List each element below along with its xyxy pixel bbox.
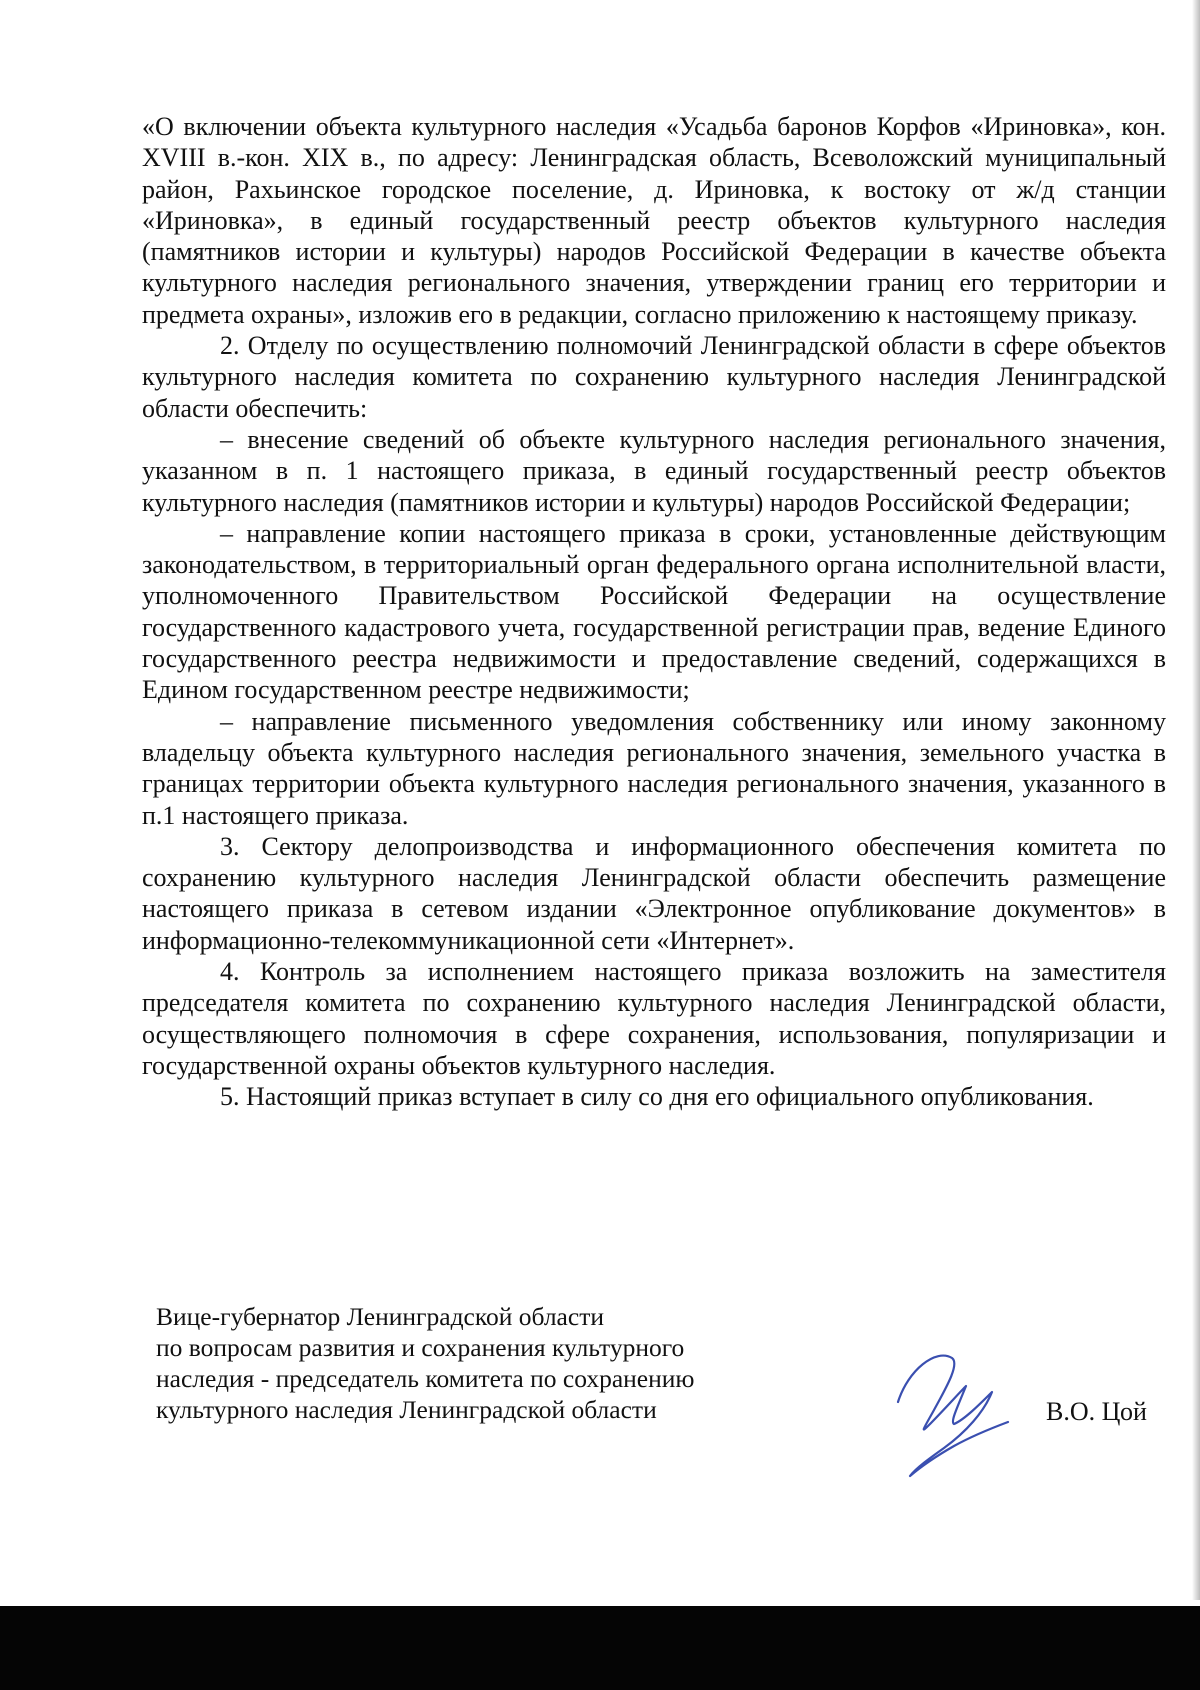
position-line: по вопросам развития и сохранения культурного — [156, 1333, 685, 1362]
scan-edge-shadow — [1192, 0, 1200, 1600]
paragraph-2-item-2: – направление копии настоящего приказа в сроки, установленные действующим законодательством, в территориальный орган федерального органа исполнительной власти, уполномоченного Правительством Российской Федерации на осуществление государственного кадастрового учета, государственной регистрации прав, ведение Единого государственного реестра недвижимости и предоставление сведений, содержащихся в Едином государственном реестре недвижимости; — [142, 518, 1166, 705]
signatory-name: В.О. Цой — [1046, 1397, 1147, 1426]
paragraph-2: 2. Отделу по осуществлению полномочий Ленинградской области в сфере объектов культурного наследия комитета по сохранению культурного наследия Ленинградской области обеспечить: — [142, 331, 1166, 423]
signatory-position — [156, 1301, 776, 1425]
paragraph-4: 4. Контроль за исполнением настоящего приказа возложить на заместителя председателя комитета по сохранению культурного наследия Ленинградской области, осуществляющего полномочия в сфере сохранения, использования, популяризации и государственной охраны объектов культурного наследия. — [142, 957, 1166, 1080]
paragraph-5: 5. Настоящий приказ вступает в силу со дня его официального опубликования. — [220, 1082, 1094, 1112]
paragraph-2-item-3: – направление письменного уведомления собственнику или иному законному владельцу объекта культурного наследия регионального значения, земельного участка в границах территории объекта культурного наследия регионального значения, указанного в п.1 настоящего приказа. — [142, 706, 1166, 830]
position-line: Вице-губернатор Ленинградской области — [156, 1302, 604, 1331]
paragraph-2-item-1: – внесение сведений об объекте культурного наследия регионального значения, указанном в п. 1 настоящего приказа, в единый государственный реестр объектов культурного наследия (памятников истории и культуры) народов Российской Федерации; — [142, 424, 1166, 517]
paragraph-3: 3. Сектору делопроизводства и информационного обеспечения комитета по сохранению культурного наследия Ленинградской области обеспечить размещение настоящего приказа в сетевом издании «Электронное опубликование документов» в информационно-телекоммуникационной сети «Интернет». — [142, 831, 1166, 955]
position-line: наследия - председатель комитета по сохранению — [156, 1364, 695, 1393]
document-body — [142, 111, 1166, 1113]
position-line: культурного наследия Ленинградской области — [156, 1395, 657, 1424]
handwritten-signature — [880, 1330, 1020, 1480]
scan-bottom-border — [0, 1606, 1200, 1690]
paragraph-1-continuation: «О включении объекта культурного наследия «Усадьба баронов Корфов «Ириновка», кон. XVIII в.-кон. XIX в., по адресу: Ленинградская область, Всеволожский муниципальный район, Рахьинское городское поселение, д. Ириновка, к востоку от ж/д станции «Ириновка», в единый государственный реестр объектов культурного наследия (памятников истории и культуры) народов Российской Федерации в качестве объекта культурного наследия регионального значения, утверждении границ его территории и предмета охраны», изложив его в редакции, согласно приложению к настоящему приказу. — [142, 112, 1166, 329]
